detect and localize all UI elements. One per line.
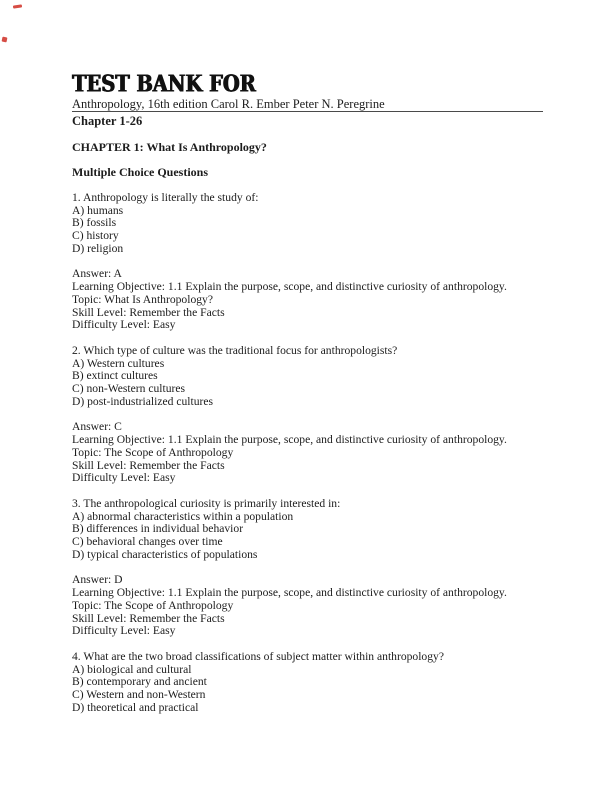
chapter-range: Chapter 1-26 (72, 114, 143, 128)
question-option: C) non-Western cultures (72, 382, 186, 395)
spacer (72, 256, 612, 269)
spacer (72, 128, 612, 141)
skill-level-label: Skill Level: Remember the Facts (72, 305, 225, 319)
topic-label: Topic: What Is Anthropology? (72, 292, 213, 306)
topic-label: Topic: The Scope of Anthropology (72, 598, 234, 612)
learning-objective: Learning Objective: 1.1 Explain the purpose, scope, and distinctive curiosity of anthropology. (72, 586, 507, 599)
red-pen-mark-icon (13, 4, 22, 8)
question-option: C) Western and non-Western (72, 688, 206, 701)
section-heading: Multiple Choice Questions (72, 165, 209, 180)
question-block (72, 651, 612, 715)
question-option: A) biological and cultural (72, 662, 192, 676)
question-option: C) history (72, 229, 119, 242)
red-pen-mark-icon (2, 37, 8, 43)
learning-objective: Learning Objective: 1.1 Explain the purpose, scope, and distinctive curiosity of anthropology. (72, 280, 507, 293)
question-block (72, 192, 612, 345)
question-option: D) post-industrialized cultures (72, 394, 214, 408)
skill-level-label: Skill Level: Remember the Facts (72, 611, 225, 625)
question-text: 2. Which type of culture was the traditional focus for anthropologists? (72, 343, 398, 357)
book-subtitle: Anthropology, 16th edition Carol R. Ember Peter N. Peregrine (72, 97, 385, 111)
question-text: 3. The anthropological curiosity is primarily interested in: (72, 496, 341, 510)
question-block (72, 345, 612, 498)
header-divider (72, 111, 543, 112)
question-option: A) Western cultures (72, 356, 165, 370)
question-option: B) fossils (72, 216, 117, 230)
learning-objective: Learning Objective: 1.1 Explain the purpose, scope, and distinctive curiosity of anthropology. (72, 433, 507, 446)
question-option: A) abnormal characteristics within a population (72, 509, 294, 523)
question-option: B) differences in individual behavior (72, 522, 244, 536)
page-title: TEST BANK FOR (72, 70, 256, 98)
question-option: D) typical characteristics of populations (72, 547, 258, 561)
question-option: B) extinct cultures (72, 369, 158, 383)
questions-list (72, 192, 612, 715)
question-block (72, 498, 612, 651)
spacer (72, 562, 612, 575)
question-option: D) theoretical and practical (72, 700, 199, 714)
topic-label: Topic: The Scope of Anthropology (72, 445, 234, 459)
spacer (72, 332, 612, 345)
difficulty-level-label: Difficulty Level: Easy (72, 471, 176, 485)
spacer (72, 179, 612, 192)
question-option: D) religion (72, 241, 124, 255)
question-option: A) humans (72, 203, 124, 217)
answer-label: Answer: A (72, 267, 122, 281)
spacer (72, 638, 612, 651)
chapter-heading: CHAPTER 1: What Is Anthropology? (72, 139, 267, 154)
difficulty-level-label: Difficulty Level: Easy (72, 624, 176, 638)
answer-label: Answer: C (72, 420, 122, 434)
difficulty-level-label: Difficulty Level: Easy (72, 318, 176, 332)
skill-level-label: Skill Level: Remember the Facts (72, 458, 225, 472)
question-text: 4. What are the two broad classifications of subject matter within anthropology? (72, 649, 444, 663)
question-text: 1. Anthropology is literally the study of: (72, 190, 259, 204)
answer-label: Answer: D (72, 573, 123, 587)
question-option: C) behavioral changes over time (72, 535, 223, 548)
spacer (72, 409, 612, 422)
spacer (72, 485, 612, 498)
question-option: B) contemporary and ancient (72, 675, 207, 689)
